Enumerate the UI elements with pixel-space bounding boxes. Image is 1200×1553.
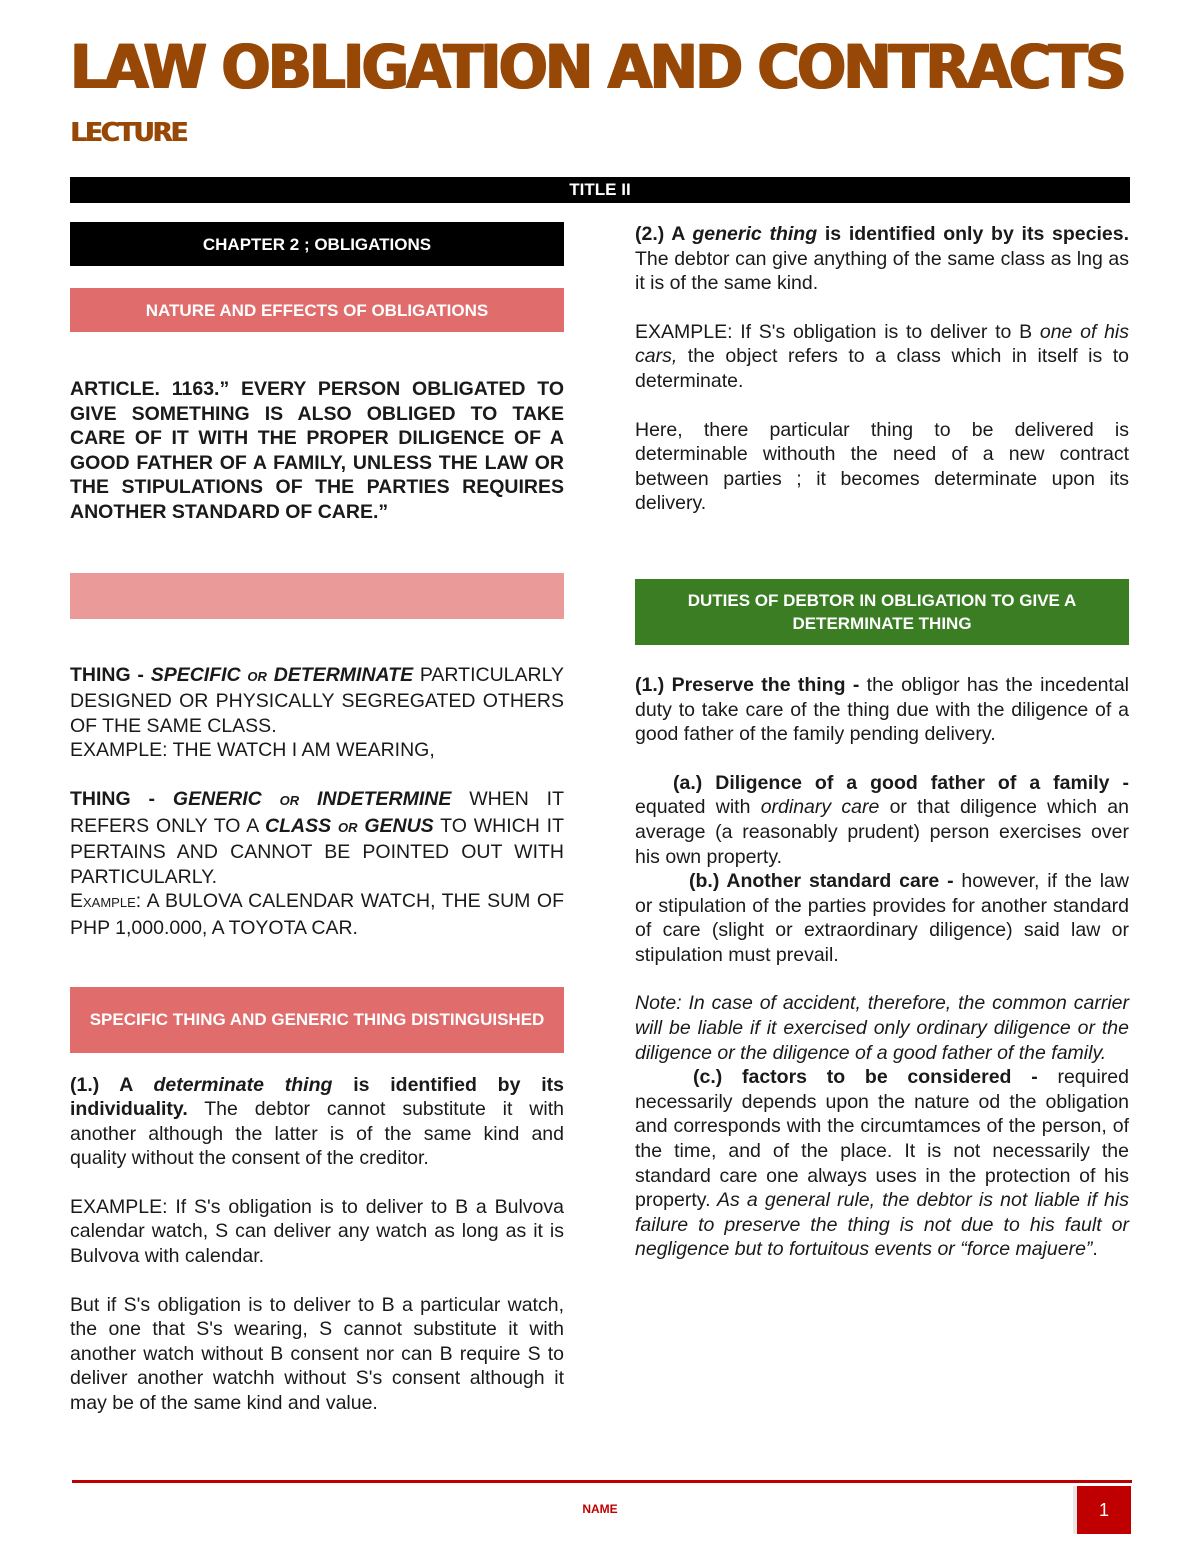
title-bar: TITLE II xyxy=(70,177,1130,203)
factors-paragraph: (c.) factors to be considered - required necessarily depends upon the nature od the obligation and corresponds with the circumtamces of the person, of the time, and of the place. It is not necessarily the standard care one always uses in the protection of his property. As a general rule, the debtor is not liable if his failure to preserve the thing is not due to his fault or negligence but to fortuitous events or “force majuere”. xyxy=(635,1066,1129,1261)
duties-box: DUTIES OF DEBTOR IN OBLIGATION TO GIVE A DETERMINATE THING xyxy=(635,579,1129,645)
determinate-thing-paragraph: (1.) A determinate thing is identified by its individuality. The debtor cannot substitute it with another although the latter is of the same kind and quality without the consent of the creditor. xyxy=(70,1073,564,1170)
here-paragraph: Here, there particular thing to be delivered is determinable withouth the need of a new contract between parties ; it becomes determinate upon its delivery. xyxy=(635,418,1129,515)
footer-name: NAME xyxy=(582,1502,618,1516)
footer-divider xyxy=(72,1480,1132,1483)
determinate-example: EXAMPLE: If S's obligation is to deliver to B a Bulvova calendar watch, S can deliver any watch as long as it is Bulvova with calendar. xyxy=(70,1195,564,1268)
generic-thing-paragraph: THING - GENERIC OR INDETERMINE WHEN IT REFERS ONLY TO A CLASS OR GENUS TO WHICH IT PERTAINS AND CANNOT BE POINTED OUT WITH PARTICULARLY. EXAMPLE: A BULOVA CALENDAR WATCH, THE SUM OF PHP 1,000.000, A TOYOTA CAR. xyxy=(70,787,565,939)
generic-example: EXAMPLE: If S's obligation is to deliver to B one of his cars, the object refers to a class which in itself is to determinate. xyxy=(635,320,1130,392)
distinguish-box: SPECIFIC THING AND GENERIC THING DISTINGUISHED xyxy=(70,987,564,1053)
page-number: 1 xyxy=(1077,1486,1131,1534)
determinate-but: But if S's obligation is to deliver to B a particular watch, the one that S's wearing, S cannot substitute it with another watch without B consent nor can B require S to deliver another watchh without S's consent although it may be of the same kind and value. xyxy=(70,1293,564,1415)
standard-care-paragraph: (b.) Another standard care - however, if the law or stipulation of the parties provides for another standard of care (slight or extraordinary diligence) said law or stipulation must prevail. xyxy=(635,870,1129,966)
note-paragraph: Note: In case of accident, therefore, the common carrier will be liable if it exercised only ordinary diligence or the diligence or the diligence of a good father of the family. xyxy=(635,992,1129,1064)
document-title: LAW OBLIGATION AND CONTRACTS xyxy=(70,31,1124,103)
right-column xyxy=(635,222,1129,1262)
diligence-paragraph: (a.) Diligence of a good father of a family - equated with ordinary care or that diligence which an average (a reasonably prudent) person exercises over his own property. xyxy=(635,771,1129,868)
generic-thing-paragraph-2: (2.) A generic thing is identified only by its species. The debtor can give anything of the same class as lng as it is of the same kind. xyxy=(635,223,1129,295)
chapter-box: CHAPTER 2 ; OBLIGATIONS xyxy=(70,222,564,266)
article-1163: ARTICLE. 1163.” EVERY PERSON OBLIGATED TO GIVE SOMETHING IS ALSO OBLIGED TO TAKE CARE OF IT WITH THE PROPER DILIGENCE OF A GOOD FATHER OF A FAMILY, UNLESS THE LAW OR THE STIPULATIONS OF THE PARTIES REQUIRES ANOTHER STANDARD OF CARE.” xyxy=(70,378,564,523)
preserve-paragraph: (1.) Preserve the thing - the obligor has the incedental duty to take care of the thing due with the diligence of a good father of the family pending delivery. xyxy=(635,673,1130,746)
document-subtitle: LECTURE xyxy=(70,118,187,148)
nature-box: NATURE AND EFFECTS OF OBLIGATIONS xyxy=(70,288,564,332)
specific-thing-paragraph: THING - SPECIFIC OR DETERMINATE PARTICULARLY DESIGNED OR PHYSICALLY SEGREGATED OTHERS OF THE SAME CLASS. EXAMPLE: THE WATCH I AM WEARING, xyxy=(70,663,564,762)
left-column xyxy=(70,222,564,1416)
empty-pink-box xyxy=(70,573,564,619)
